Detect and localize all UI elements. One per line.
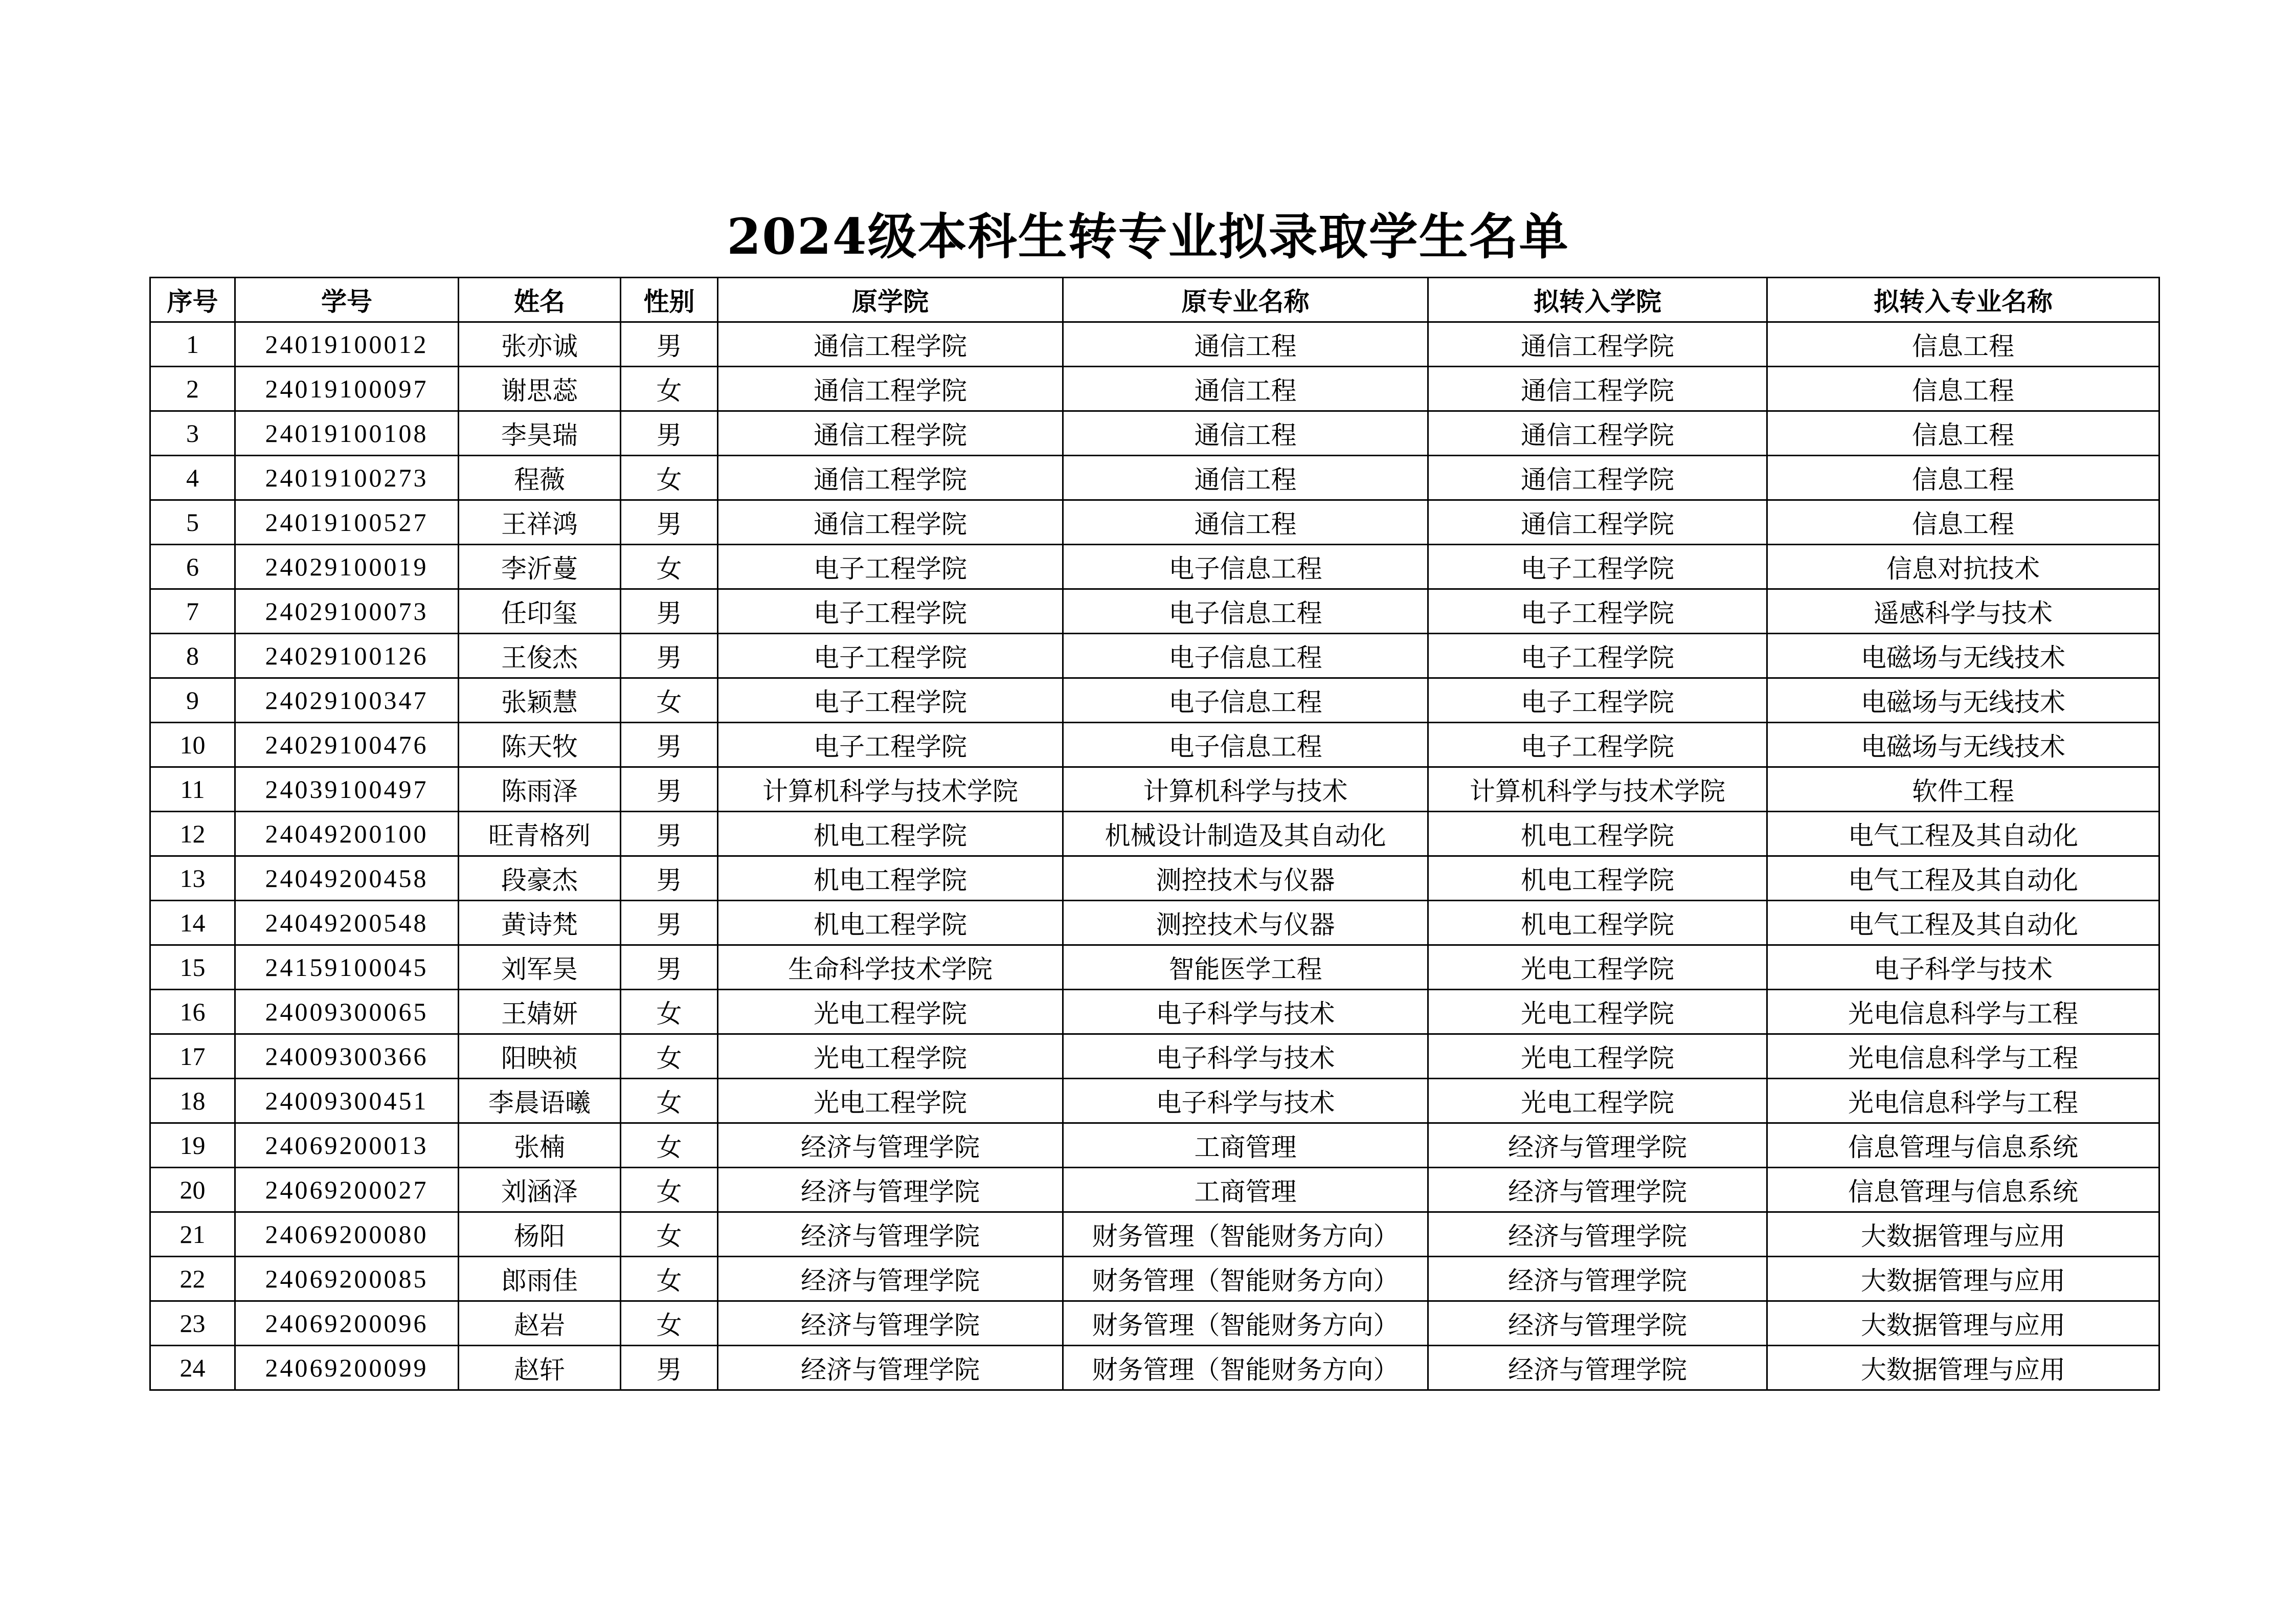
table-row <box>150 1257 2159 1301</box>
cell-original-college: 通信工程学院 <box>718 367 1063 411</box>
cell-original-college: 光电工程学院 <box>718 1079 1063 1123</box>
table-row <box>150 634 2159 678</box>
cell-index: 7 <box>150 589 235 634</box>
cell-target-major: 电子科学与技术 <box>1767 945 2159 990</box>
cell-target-major: 信息管理与信息系统 <box>1767 1123 2159 1168</box>
table-row <box>150 1168 2159 1212</box>
cell-name: 张亦诚 <box>459 322 621 367</box>
cell-original-college: 经济与管理学院 <box>718 1346 1063 1390</box>
cell-name: 李沂蔓 <box>459 545 621 589</box>
cell-original-major: 电子科学与技术 <box>1063 1079 1428 1123</box>
cell-student-id: 24029100476 <box>235 723 459 767</box>
cell-target-college: 电子工程学院 <box>1428 634 1767 678</box>
cell-gender: 男 <box>621 589 718 634</box>
table-row <box>150 812 2159 856</box>
cell-name: 李昊瑞 <box>459 411 621 456</box>
cell-student-id: 24069200013 <box>235 1123 459 1168</box>
cell-original-major: 计算机科学与技术 <box>1063 767 1428 812</box>
cell-original-major: 财务管理（智能财务方向） <box>1063 1212 1428 1257</box>
cell-index: 2 <box>150 367 235 411</box>
cell-index: 1 <box>150 322 235 367</box>
cell-student-id: 24069200080 <box>235 1212 459 1257</box>
header-original-college: 原学院 <box>718 278 1063 322</box>
cell-original-college: 机电工程学院 <box>718 856 1063 901</box>
cell-student-id: 24069200027 <box>235 1168 459 1212</box>
cell-index: 19 <box>150 1123 235 1168</box>
cell-original-college: 经济与管理学院 <box>718 1168 1063 1212</box>
cell-student-id: 24049200548 <box>235 901 459 945</box>
cell-index: 4 <box>150 456 235 500</box>
cell-index: 24 <box>150 1346 235 1390</box>
cell-target-major: 电气工程及其自动化 <box>1767 856 2159 901</box>
cell-target-major: 大数据管理与应用 <box>1767 1257 2159 1301</box>
cell-target-college: 通信工程学院 <box>1428 411 1767 456</box>
table-row <box>150 767 2159 812</box>
cell-student-id: 24019100012 <box>235 322 459 367</box>
cell-student-id: 24159100045 <box>235 945 459 990</box>
cell-student-id: 24029100126 <box>235 634 459 678</box>
cell-original-major: 通信工程 <box>1063 411 1428 456</box>
cell-gender: 女 <box>621 1301 718 1346</box>
cell-original-college: 机电工程学院 <box>718 812 1063 856</box>
cell-gender: 男 <box>621 723 718 767</box>
cell-target-major: 信息工程 <box>1767 500 2159 545</box>
cell-name: 郎雨佳 <box>459 1257 621 1301</box>
cell-target-college: 通信工程学院 <box>1428 367 1767 411</box>
table-row <box>150 367 2159 411</box>
header-name: 姓名 <box>459 278 621 322</box>
table-row <box>150 901 2159 945</box>
cell-index: 16 <box>150 990 235 1034</box>
cell-target-major: 信息工程 <box>1767 322 2159 367</box>
cell-original-major: 电子科学与技术 <box>1063 1034 1428 1079</box>
cell-target-college: 通信工程学院 <box>1428 456 1767 500</box>
cell-student-id: 24009300451 <box>235 1079 459 1123</box>
cell-index: 14 <box>150 901 235 945</box>
cell-student-id: 24019100273 <box>235 456 459 500</box>
table-header-row <box>150 278 2159 322</box>
cell-target-college: 经济与管理学院 <box>1428 1212 1767 1257</box>
cell-gender: 女 <box>621 1079 718 1123</box>
cell-name: 刘涵泽 <box>459 1168 621 1212</box>
cell-gender: 男 <box>621 812 718 856</box>
cell-original-major: 电子信息工程 <box>1063 723 1428 767</box>
cell-target-college: 电子工程学院 <box>1428 723 1767 767</box>
cell-student-id: 24029100073 <box>235 589 459 634</box>
cell-original-college: 通信工程学院 <box>718 411 1063 456</box>
cell-gender: 男 <box>621 500 718 545</box>
cell-index: 13 <box>150 856 235 901</box>
cell-gender: 男 <box>621 634 718 678</box>
cell-original-major: 通信工程 <box>1063 500 1428 545</box>
cell-target-college: 经济与管理学院 <box>1428 1346 1767 1390</box>
cell-gender: 男 <box>621 411 718 456</box>
cell-name: 黄诗梵 <box>459 901 621 945</box>
cell-original-college: 机电工程学院 <box>718 901 1063 945</box>
cell-name: 陈天牧 <box>459 723 621 767</box>
cell-original-major: 电子信息工程 <box>1063 634 1428 678</box>
table-row <box>150 545 2159 589</box>
cell-student-id: 24019100097 <box>235 367 459 411</box>
cell-original-college: 电子工程学院 <box>718 634 1063 678</box>
header-student-id: 学号 <box>235 278 459 322</box>
cell-original-college: 经济与管理学院 <box>718 1212 1063 1257</box>
cell-student-id: 24049200100 <box>235 812 459 856</box>
cell-target-major: 遥感科学与技术 <box>1767 589 2159 634</box>
cell-student-id: 24039100497 <box>235 767 459 812</box>
cell-original-college: 计算机科学与技术学院 <box>718 767 1063 812</box>
cell-target-major: 大数据管理与应用 <box>1767 1346 2159 1390</box>
cell-target-major: 电磁场与无线技术 <box>1767 634 2159 678</box>
cell-target-major: 光电信息科学与工程 <box>1767 990 2159 1034</box>
cell-original-college: 电子工程学院 <box>718 589 1063 634</box>
table-row <box>150 856 2159 901</box>
cell-index: 18 <box>150 1079 235 1123</box>
cell-gender: 女 <box>621 678 718 723</box>
cell-student-id: 24069200099 <box>235 1346 459 1390</box>
cell-name: 王婧妍 <box>459 990 621 1034</box>
cell-name: 李晨语曦 <box>459 1079 621 1123</box>
cell-target-major: 大数据管理与应用 <box>1767 1212 2159 1257</box>
cell-target-major: 信息管理与信息系统 <box>1767 1168 2159 1212</box>
table-row <box>150 500 2159 545</box>
cell-original-college: 通信工程学院 <box>718 500 1063 545</box>
cell-target-college: 计算机科学与技术学院 <box>1428 767 1767 812</box>
table-body <box>150 322 2159 1390</box>
cell-name: 王祥鸿 <box>459 500 621 545</box>
cell-target-major: 信息工程 <box>1767 456 2159 500</box>
cell-gender: 男 <box>621 767 718 812</box>
cell-target-college: 经济与管理学院 <box>1428 1257 1767 1301</box>
cell-gender: 女 <box>621 1257 718 1301</box>
table-row <box>150 1212 2159 1257</box>
cell-target-major: 电气工程及其自动化 <box>1767 901 2159 945</box>
cell-target-college: 电子工程学院 <box>1428 589 1767 634</box>
cell-original-college: 经济与管理学院 <box>718 1301 1063 1346</box>
cell-name: 阳映祯 <box>459 1034 621 1079</box>
cell-student-id: 24069200096 <box>235 1301 459 1346</box>
cell-index: 5 <box>150 500 235 545</box>
cell-index: 8 <box>150 634 235 678</box>
transfer-student-table <box>149 277 2160 1391</box>
cell-name: 赵岩 <box>459 1301 621 1346</box>
cell-target-major: 电气工程及其自动化 <box>1767 812 2159 856</box>
cell-original-college: 经济与管理学院 <box>718 1123 1063 1168</box>
cell-student-id: 24019100108 <box>235 411 459 456</box>
cell-name: 段豪杰 <box>459 856 621 901</box>
cell-index: 17 <box>150 1034 235 1079</box>
header-target-major: 拟转入专业名称 <box>1767 278 2159 322</box>
cell-original-major: 通信工程 <box>1063 322 1428 367</box>
cell-student-id: 24069200085 <box>235 1257 459 1301</box>
cell-student-id: 24029100019 <box>235 545 459 589</box>
cell-original-college: 经济与管理学院 <box>718 1257 1063 1301</box>
cell-target-college: 光电工程学院 <box>1428 1034 1767 1079</box>
cell-name: 旺青格列 <box>459 812 621 856</box>
cell-student-id: 24019100527 <box>235 500 459 545</box>
cell-name: 程薇 <box>459 456 621 500</box>
cell-gender: 男 <box>621 322 718 367</box>
header-target-college: 拟转入学院 <box>1428 278 1767 322</box>
cell-original-major: 财务管理（智能财务方向） <box>1063 1301 1428 1346</box>
cell-target-major: 信息工程 <box>1767 367 2159 411</box>
cell-gender: 男 <box>621 1346 718 1390</box>
cell-original-college: 光电工程学院 <box>718 990 1063 1034</box>
cell-index: 23 <box>150 1301 235 1346</box>
cell-target-major: 信息工程 <box>1767 411 2159 456</box>
cell-target-major: 光电信息科学与工程 <box>1767 1034 2159 1079</box>
cell-name: 张楠 <box>459 1123 621 1168</box>
table-row <box>150 456 2159 500</box>
cell-student-id: 24009300366 <box>235 1034 459 1079</box>
cell-original-major: 财务管理（智能财务方向） <box>1063 1257 1428 1301</box>
table-row <box>150 1123 2159 1168</box>
cell-target-college: 机电工程学院 <box>1428 812 1767 856</box>
cell-target-college: 经济与管理学院 <box>1428 1301 1767 1346</box>
cell-target-major: 软件工程 <box>1767 767 2159 812</box>
cell-gender: 女 <box>621 545 718 589</box>
cell-target-college: 光电工程学院 <box>1428 1079 1767 1123</box>
cell-name: 张颖慧 <box>459 678 621 723</box>
cell-name: 王俊杰 <box>459 634 621 678</box>
cell-student-id: 24029100347 <box>235 678 459 723</box>
cell-index: 15 <box>150 945 235 990</box>
header-gender: 性别 <box>621 278 718 322</box>
cell-original-college: 电子工程学院 <box>718 545 1063 589</box>
cell-original-major: 通信工程 <box>1063 367 1428 411</box>
cell-gender: 男 <box>621 945 718 990</box>
cell-name: 谢思蕊 <box>459 367 621 411</box>
cell-index: 12 <box>150 812 235 856</box>
cell-original-major: 财务管理（智能财务方向） <box>1063 1346 1428 1390</box>
cell-name: 任印玺 <box>459 589 621 634</box>
table-row <box>150 1079 2159 1123</box>
cell-gender: 女 <box>621 456 718 500</box>
cell-index: 20 <box>150 1168 235 1212</box>
cell-target-college: 经济与管理学院 <box>1428 1168 1767 1212</box>
cell-original-college: 生命科学技术学院 <box>718 945 1063 990</box>
cell-gender: 女 <box>621 1212 718 1257</box>
table-row <box>150 411 2159 456</box>
header-index: 序号 <box>150 278 235 322</box>
cell-original-major: 电子科学与技术 <box>1063 990 1428 1034</box>
cell-target-college: 电子工程学院 <box>1428 545 1767 589</box>
cell-gender: 女 <box>621 990 718 1034</box>
cell-index: 6 <box>150 545 235 589</box>
cell-original-major: 工商管理 <box>1063 1123 1428 1168</box>
cell-original-major: 工商管理 <box>1063 1168 1428 1212</box>
cell-original-major: 测控技术与仪器 <box>1063 901 1428 945</box>
cell-name: 陈雨泽 <box>459 767 621 812</box>
cell-index: 3 <box>150 411 235 456</box>
table-row <box>150 1301 2159 1346</box>
cell-target-college: 通信工程学院 <box>1428 500 1767 545</box>
cell-target-college: 经济与管理学院 <box>1428 1123 1767 1168</box>
cell-original-major: 机械设计制造及其自动化 <box>1063 812 1428 856</box>
cell-gender: 男 <box>621 856 718 901</box>
cell-index: 21 <box>150 1212 235 1257</box>
cell-gender: 男 <box>621 901 718 945</box>
cell-gender: 女 <box>621 1034 718 1079</box>
cell-target-major: 电磁场与无线技术 <box>1767 678 2159 723</box>
cell-index: 11 <box>150 767 235 812</box>
table-row <box>150 1034 2159 1079</box>
cell-index: 22 <box>150 1257 235 1301</box>
table-row <box>150 678 2159 723</box>
cell-target-college: 电子工程学院 <box>1428 678 1767 723</box>
cell-name: 杨阳 <box>459 1212 621 1257</box>
cell-original-major: 测控技术与仪器 <box>1063 856 1428 901</box>
cell-index: 9 <box>150 678 235 723</box>
cell-original-college: 通信工程学院 <box>718 322 1063 367</box>
cell-index: 10 <box>150 723 235 767</box>
document-title: 2024级本科生转专业拟录取学生名单 <box>727 208 1569 265</box>
cell-original-college: 电子工程学院 <box>718 678 1063 723</box>
cell-original-college: 通信工程学院 <box>718 456 1063 500</box>
table-row <box>150 723 2159 767</box>
cell-original-major: 智能医学工程 <box>1063 945 1428 990</box>
table-row <box>150 990 2159 1034</box>
cell-target-college: 机电工程学院 <box>1428 856 1767 901</box>
cell-target-major: 信息对抗技术 <box>1767 545 2159 589</box>
cell-student-id: 24009300065 <box>235 990 459 1034</box>
cell-target-college: 机电工程学院 <box>1428 901 1767 945</box>
cell-gender: 女 <box>621 1123 718 1168</box>
cell-original-major: 通信工程 <box>1063 456 1428 500</box>
table-row <box>150 322 2159 367</box>
cell-target-major: 光电信息科学与工程 <box>1767 1079 2159 1123</box>
cell-gender: 女 <box>621 1168 718 1212</box>
cell-target-college: 通信工程学院 <box>1428 322 1767 367</box>
cell-original-major: 电子信息工程 <box>1063 545 1428 589</box>
table-row <box>150 945 2159 990</box>
cell-target-college: 光电工程学院 <box>1428 945 1767 990</box>
cell-gender: 女 <box>621 367 718 411</box>
cell-target-major: 电磁场与无线技术 <box>1767 723 2159 767</box>
cell-name: 赵轩 <box>459 1346 621 1390</box>
cell-original-major: 电子信息工程 <box>1063 678 1428 723</box>
cell-original-major: 电子信息工程 <box>1063 589 1428 634</box>
table-row <box>150 589 2159 634</box>
cell-name: 刘军昊 <box>459 945 621 990</box>
cell-target-major: 大数据管理与应用 <box>1767 1301 2159 1346</box>
cell-original-college: 电子工程学院 <box>718 723 1063 767</box>
table-row <box>150 1346 2159 1390</box>
cell-student-id: 24049200458 <box>235 856 459 901</box>
header-original-major: 原专业名称 <box>1063 278 1428 322</box>
cell-target-college: 光电工程学院 <box>1428 990 1767 1034</box>
cell-original-college: 光电工程学院 <box>718 1034 1063 1079</box>
